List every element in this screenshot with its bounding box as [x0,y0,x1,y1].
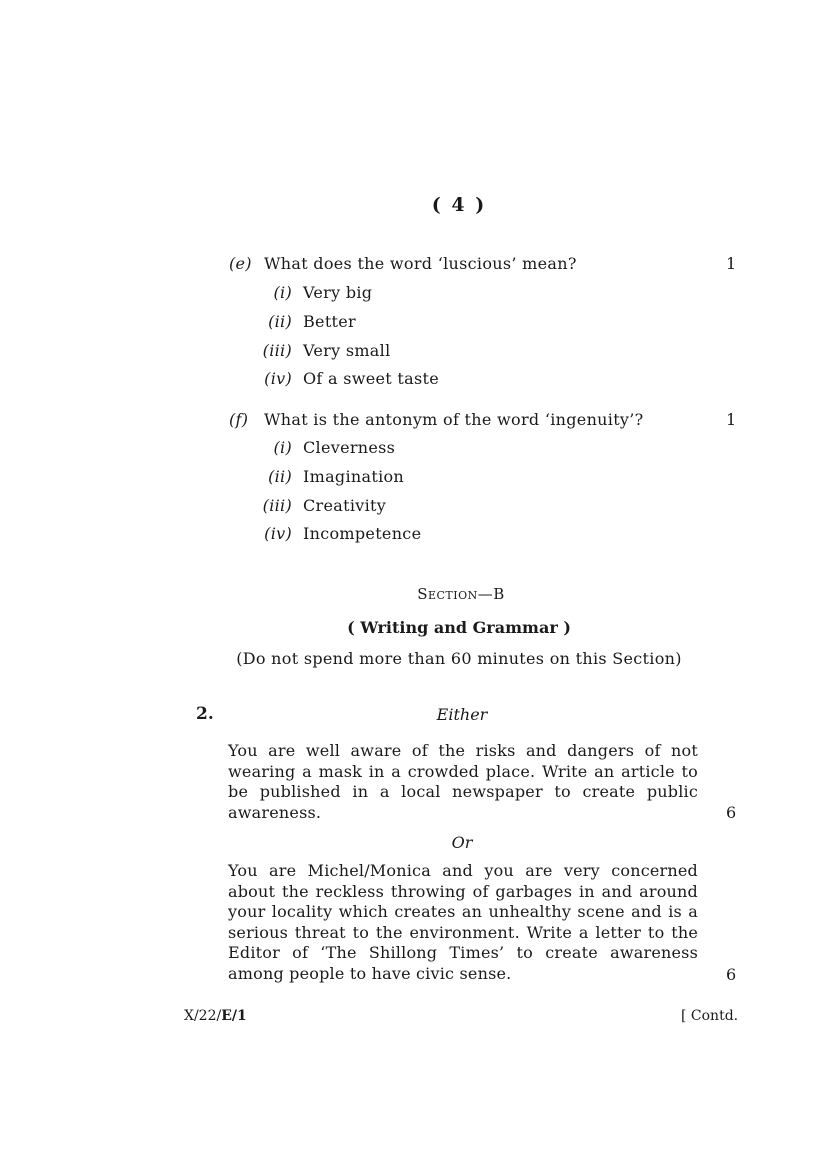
section-title [0,585,827,603]
option-number: (i) [273,283,292,302]
section-note: (Do not spend more than 60 minutes on this Section) [236,649,682,668]
option-number: (ii) [268,467,292,486]
question-text: What does the word ‘luscious’ mean? [264,254,577,273]
option-text: Creativity [303,496,387,515]
option-text: Very big [303,283,373,302]
question-text: What is the antonym of the word ‘ingenuity’? [264,410,644,429]
option-number: (ii) [268,312,292,331]
or-label: Or [451,833,473,852]
page-number: ( 4 ) [431,194,487,216]
section-title-prefix: Section [417,585,478,603]
option-number: (iii) [262,341,292,360]
option-number: (i) [273,438,292,457]
option-text: Imagination [303,467,405,486]
contd-label: [ Contd. [681,1008,739,1024]
option-text: Of a sweet taste [303,369,439,388]
option-number: (iv) [264,369,292,388]
question-option-b: You are Michel/Monica and you are very concerned about the reckless throwing of garbages in and around your locality which creates an unhealthy scene and is a serious threat to the environment. Write a letter to the Editor of ‘The Shillong Times’ to create awareness among people to have civic sense. [228,861,698,983]
section-title-suffix: —B [477,585,505,603]
option-text: Cleverness [303,438,396,457]
option-a-marks: 6 [726,803,737,822]
option-number: (iv) [264,524,292,543]
option-b-marks: 6 [726,965,737,984]
option-number: (iii) [262,496,292,515]
section-subtitle: ( Writing and Grammar ) [347,618,571,637]
paper-code [184,1008,247,1024]
question-number: 2. [196,704,214,724]
question-label: (e) [229,254,252,273]
question-label: (f) [229,410,249,429]
paper-code-bold: E/1 [221,1008,247,1024]
either-label: Either [436,705,488,724]
question-option-a: You are well aware of the risks and dangers of not wearing a mask in a crowded place. Write an article to be published in a local newspaper to create public awareness. [228,741,698,822]
option-text: Very small [303,341,391,360]
question-marks: 1 [726,254,737,273]
option-text: Incompetence [303,524,422,543]
option-text: Better [303,312,357,331]
paper-code-prefix: X/22/ [184,1008,222,1024]
question-marks: 1 [726,410,737,429]
